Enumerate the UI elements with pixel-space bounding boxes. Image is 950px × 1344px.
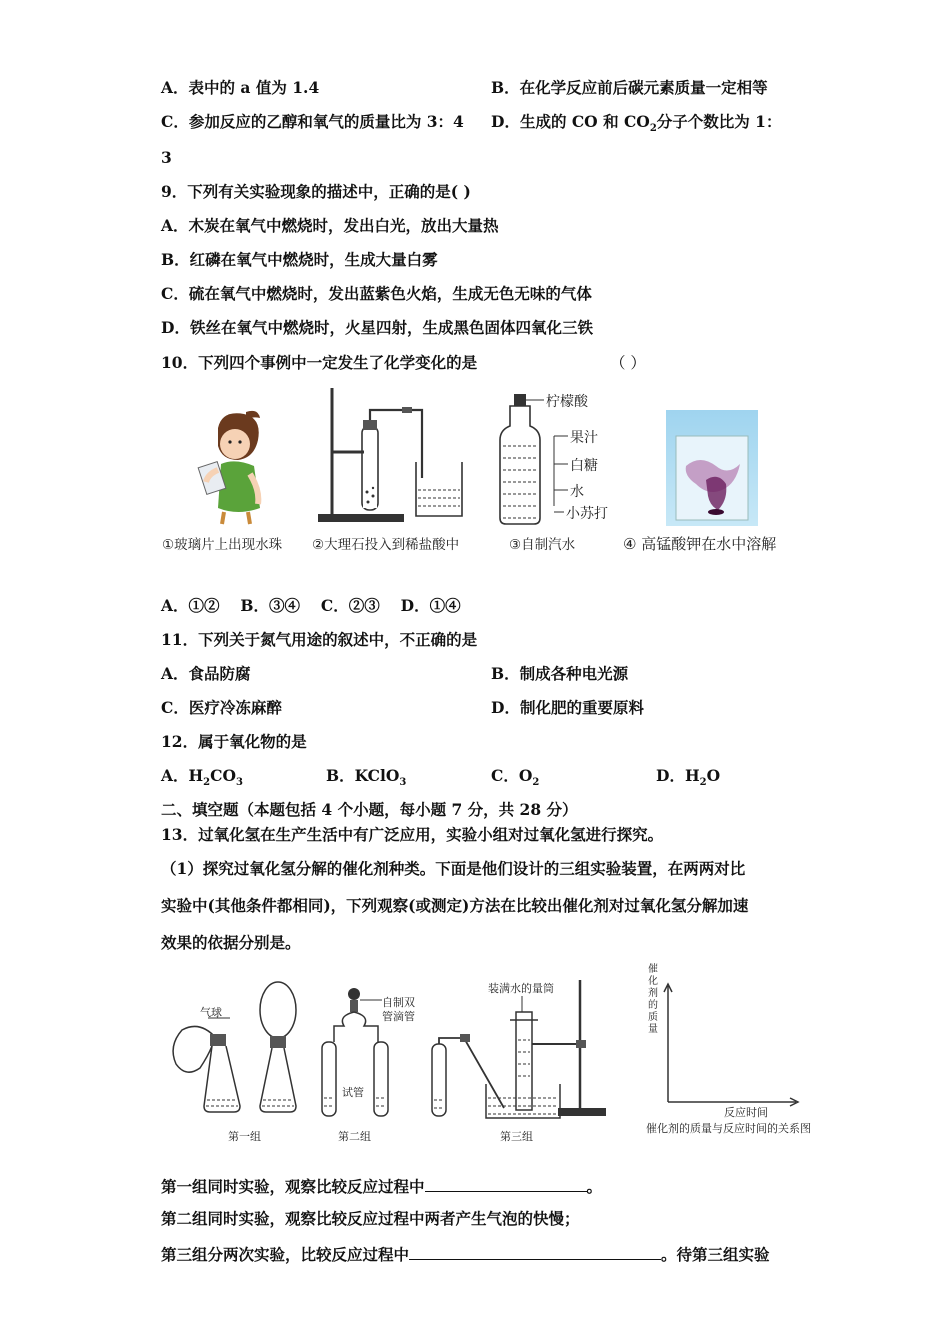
label-group2: 第二组 bbox=[338, 1130, 371, 1143]
label-sugar: 白糖 bbox=[570, 458, 598, 474]
q9-option-b: B．红磷在氧气中燃烧时，生成大量白雾 bbox=[161, 250, 438, 269]
svg-text:量: 量 bbox=[648, 1024, 658, 1035]
label-baking-soda: 小苏打 bbox=[566, 506, 608, 522]
q10-stem: 10．下列四个事例中一定发生了化学变化的是 bbox=[161, 353, 478, 372]
q8-option-d-continued: 3 bbox=[161, 148, 172, 167]
label-graduated-cylinder: 装满水的量筒 bbox=[488, 982, 554, 995]
caption-permanganate: ④ 高锰酸钾在水中溶解 bbox=[623, 535, 777, 553]
section-title-fill-in: 二、填空题（本题包括 4 个小题，每小题 7 分，共 28 分） bbox=[161, 800, 578, 819]
q11-option-d: D．制化肥的重要原料 bbox=[491, 698, 644, 717]
q8-option-b: B．在化学反应前后碳元素质量一定相等 bbox=[491, 78, 768, 97]
y-axis-label bbox=[648, 962, 658, 1035]
q12-option-c: C．$O_2$ bbox=[491, 766, 540, 789]
catalyst-mass-vs-time-graph bbox=[646, 962, 811, 1135]
q13-part1-line2: 实验中(其他条件都相同)，下列观察(或测定)方法在比较出催化剂对过氧化氢分解加速 bbox=[161, 896, 749, 915]
q13-group3-blank[interactable] bbox=[409, 1243, 661, 1260]
q12-option-d: D．$H_2O$ bbox=[656, 766, 721, 789]
caption-marble-in-acid: ②大理石投入到稀盐酸中 bbox=[312, 537, 460, 553]
q13-part1-line1: （1）探究过氧化氢分解的催化剂种类。下面是他们设计的三组实验装置，在两两对比 bbox=[161, 859, 746, 878]
label-group1: 第一组 bbox=[228, 1130, 261, 1143]
girl-breathing-on-glass-illustration bbox=[188, 408, 270, 526]
q9-option-c: C．硫在氧气中燃烧时，发出蓝紫色火焰，生成无色无味的气体 bbox=[161, 284, 592, 303]
q8-option-c: C．参加反应的乙醇和氧气的质量比为 3：4 bbox=[161, 112, 464, 131]
label-water: 水 bbox=[570, 484, 584, 500]
svg-text:催: 催 bbox=[648, 964, 658, 975]
svg-text:质: 质 bbox=[648, 1012, 658, 1023]
marble-in-acid-apparatus-diagram bbox=[312, 382, 470, 528]
q13-group2-line: 第二组同时实验，观察比较反应过程中两者产生气泡的快慢； bbox=[161, 1209, 580, 1228]
label-dropper-1: 自制双 bbox=[382, 996, 415, 1009]
svg-text:化: 化 bbox=[648, 976, 658, 987]
q10-options: A．①② B．③④ C．②③ D．①④ bbox=[161, 596, 461, 615]
q9-stem: 9．下列有关实验现象的描述中，正确的是( ) bbox=[161, 182, 471, 201]
q8-option-d: D．生成的 CO 和 $CO_2$分子个数比为 1： bbox=[491, 112, 782, 135]
q9-option-a: A．木炭在氧气中燃烧时，发出白光，放出大量热 bbox=[161, 216, 499, 235]
label-balloon: 气球 bbox=[200, 1006, 222, 1019]
group2-apparatus bbox=[322, 988, 415, 1143]
q13-part1-line3: 效果的依据分别是。 bbox=[161, 933, 301, 952]
q13-group3-line: 第三组分两次实验，比较反应过程中 。待第三组实验 bbox=[161, 1245, 770, 1264]
label-dropper-2: 管滴管 bbox=[382, 1010, 415, 1023]
label-group3: 第三组 bbox=[500, 1130, 533, 1143]
label-juice: 果汁 bbox=[570, 430, 598, 446]
q8-option-a: A．表中的 a 值为 1.4 bbox=[161, 78, 320, 97]
group1-apparatus bbox=[173, 982, 296, 1143]
caption-homemade-soda: ③自制汽水 bbox=[509, 537, 576, 553]
x-axis-label: 反应时间 bbox=[724, 1106, 768, 1119]
label-citric-acid: 柠檬酸 bbox=[546, 394, 588, 410]
homemade-soda-bottle-diagram bbox=[496, 386, 622, 528]
group3-apparatus bbox=[432, 980, 606, 1143]
q11-option-a: A．食品防腐 bbox=[161, 664, 251, 683]
q13-stem: 13．过氧化氢在生产生活中有广泛应用，实验小组对过氧化氢进行探究。 bbox=[161, 825, 664, 844]
q12-option-b: B．KClO$_3$ bbox=[326, 766, 407, 789]
label-test-tube: 试管 bbox=[342, 1086, 364, 1099]
caption-glass-water-droplets: ①玻璃片上出现水珠 bbox=[162, 537, 283, 553]
q11-option-c: C．医疗冷冻麻醉 bbox=[161, 698, 282, 717]
svg-text:的: 的 bbox=[648, 1000, 658, 1011]
q10-answer-paren: （ ） bbox=[610, 354, 646, 372]
q11-option-b: B．制成各种电光源 bbox=[491, 664, 629, 683]
q12-stem: 12．属于氧化物的是 bbox=[161, 732, 307, 751]
q11-stem: 11．下列关于氮气用途的叙述中，不正确的是 bbox=[161, 630, 478, 649]
q13-group1-blank[interactable] bbox=[425, 1175, 587, 1192]
q12-option-a: A．$H_2CO_3$ bbox=[161, 766, 243, 789]
catalyst-experiment-figure bbox=[160, 960, 820, 1150]
permanganate-dissolving-photo bbox=[666, 410, 758, 526]
q13-group1-line: 第一组同时实验，观察比较反应过程中 。 bbox=[161, 1177, 603, 1196]
q9-option-d: D．铁丝在氧气中燃烧时，火星四射，生成黑色固体四氧化三铁 bbox=[161, 318, 593, 337]
graph-caption: 催化剂的质量与反应时间的关系图 bbox=[646, 1122, 811, 1135]
svg-text:剂: 剂 bbox=[648, 988, 658, 999]
